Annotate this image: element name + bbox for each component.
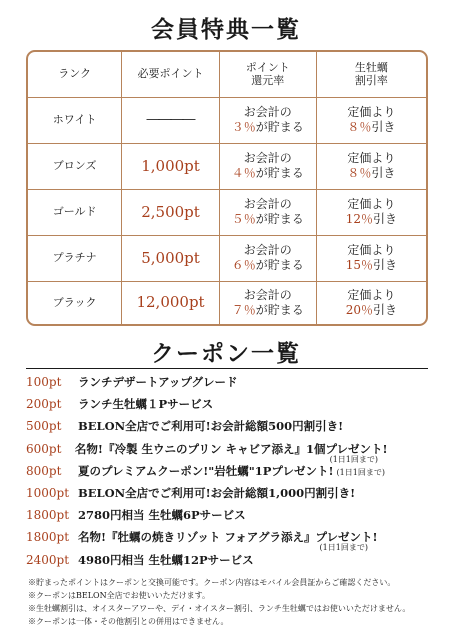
table-row-gold: [28, 189, 426, 235]
membership-table-frame: [26, 50, 428, 326]
coupon-points: 1000pt: [26, 485, 70, 500]
table-row-bronze: [28, 143, 426, 189]
header-oyster: 生牡蠣 割引率: [316, 52, 426, 97]
coupon-item: [26, 396, 436, 418]
coupon-description: 名物!『冷製 生ウニのプリン キャビア添え』1個プレゼント!: [74, 441, 388, 456]
oyster-discount: 定価より ８％引き: [316, 97, 426, 143]
coupon-item: [26, 552, 436, 574]
coupon-description: ランチ生牡蠣１Pサービス: [78, 397, 214, 412]
coupon-limit-note: (1日1回まで): [336, 467, 385, 477]
rank-name: ブラック: [28, 281, 122, 324]
table-row-white: [28, 97, 426, 143]
coupon-limit-note: (1日1回まで): [329, 454, 378, 464]
oyster-discount: 定価より 12％引き: [316, 189, 426, 235]
coupon-item: [26, 441, 436, 463]
header-points: 必要ポイント: [122, 52, 220, 97]
required-points: ――――: [122, 97, 220, 143]
coupon-description: 4980円相当 生牡蠣12Pサービス: [78, 552, 254, 567]
coupon-description: 2780円相当 生牡蠣6Pサービス: [78, 508, 246, 523]
coupon-points: 1800pt: [26, 530, 70, 545]
footnote: ※クーポンは一体・その他割引との併用はできません。: [28, 617, 229, 626]
coupon-divider: [26, 368, 428, 369]
membership-table: [28, 52, 426, 324]
point-return-rate: お会計の ７％が貯まる: [219, 281, 316, 324]
coupon-points: 1800pt: [26, 508, 70, 523]
footnote: ※貯まったポイントはクーポンと交換可能です。クーポン内容はモバイル会員証からご確認ください。: [28, 578, 396, 587]
required-points: 5,000pt: [122, 235, 220, 281]
coupon-limit-note: (1日1回まで): [319, 543, 368, 553]
coupon-title: クーポン一覧: [151, 340, 301, 367]
rank-name: プラチナ: [28, 235, 122, 281]
required-points: 2,500pt: [122, 189, 220, 235]
coupon-list: [26, 374, 436, 574]
coupon-description: ランチデザートアップグレード: [78, 375, 238, 389]
coupon-points: 200pt: [26, 397, 62, 412]
membership-title: 会員特典一覧: [151, 16, 301, 43]
required-points: 1,000pt: [122, 143, 220, 189]
coupon-description: 夏のプレミアムクーポン!"岩牡蠣"1Pプレゼント!: [78, 463, 334, 478]
oyster-discount: 定価より 20％引き: [316, 281, 426, 324]
coupon-points: 2400pt: [26, 552, 70, 567]
footnote: ※生牡蠣割引は、オイスターアワーや、デイ・オイスター割引、ランチ生牡蠣ではお使いいただけません。: [28, 604, 411, 613]
point-return-rate: お会計の ６％が貯まる: [219, 235, 316, 281]
oyster-discount: 定価より ８％引き: [316, 143, 426, 189]
coupon-points: 100pt: [26, 375, 62, 389]
point-return-rate: お会計の ５％が貯まる: [219, 189, 316, 235]
footnotes: [28, 576, 428, 628]
footnote: ※クーポンはBELON全店でお使いいただけます。: [28, 591, 210, 600]
rank-name: ブロンズ: [28, 143, 122, 189]
rank-name: ホワイト: [28, 97, 122, 143]
coupon-points: 600pt: [26, 441, 62, 456]
table-row-platinum: [28, 235, 426, 281]
table-row-black: [28, 281, 426, 324]
coupon-item: [26, 485, 436, 507]
coupon-item: [26, 529, 436, 551]
coupon-description: 名物!『牡蠣の焼きリゾット フォアグラ添え』プレゼント!: [78, 530, 378, 545]
header-rank: ランク: [28, 52, 122, 97]
required-points: 12,000pt: [122, 281, 220, 324]
coupon-item: [26, 507, 436, 529]
coupon-points: 800pt: [26, 463, 62, 478]
coupon-item: [26, 374, 436, 396]
rank-name: ゴールド: [28, 189, 122, 235]
coupon-points: 500pt: [26, 419, 62, 434]
coupon-item: [26, 418, 436, 440]
coupon-description: BELON全店でご利用可!お会計総額500円割引き!: [78, 419, 344, 434]
coupon-description: BELON全店でご利用可!お会計総額1,000円割引き!: [78, 485, 356, 500]
header-return: ポイント 還元率: [219, 52, 316, 97]
table-header-row: [28, 52, 426, 97]
point-return-rate: お会計の ４％が貯まる: [219, 143, 316, 189]
point-return-rate: お会計の ３％が貯まる: [219, 97, 316, 143]
oyster-discount: 定価より 15％引き: [316, 235, 426, 281]
coupon-item: [26, 463, 436, 485]
